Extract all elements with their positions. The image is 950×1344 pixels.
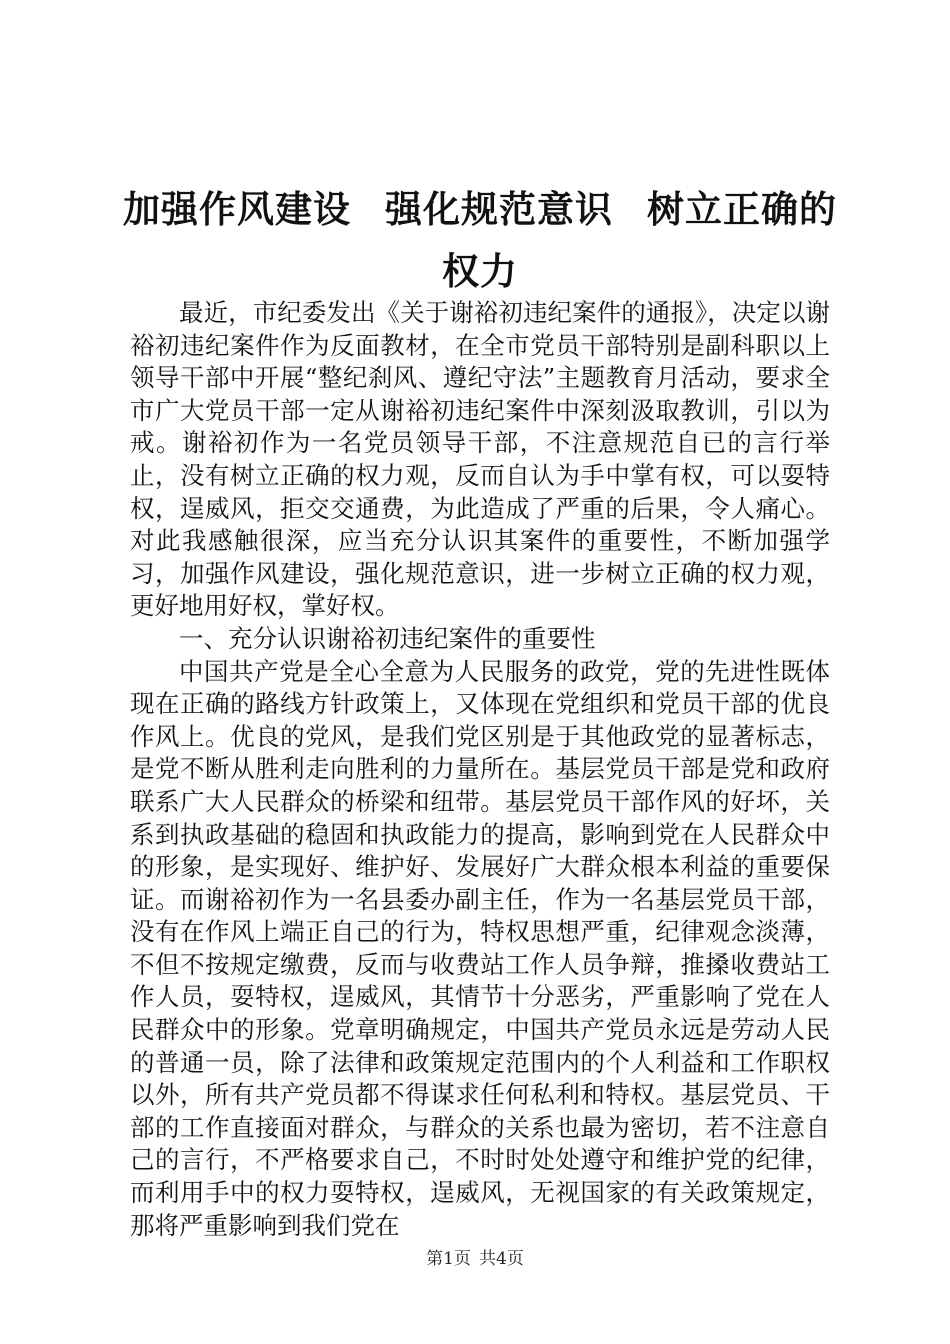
section-heading: 一、充分认识谢裕初违纪案件的重要性: [179, 623, 596, 653]
title-part-1: 加强作风建设: [123, 187, 351, 231]
document-title: [120, 178, 840, 302]
paragraph-intro: 最近，市纪委发出《关于谢裕初违纪案件的通报》，决定以谢裕初违纪案件作为反面教材，在全市党员干部特别是副科职以上领导干部中开展“整纪刹风、遵纪守法”主题教育月活动，要求全市广大党员干部一定从谢裕初违纪案件中深刻汲取教训，引以为戒。谢裕初作为一名党员领导干部，不注意规范自已的言行举止，没有树立正确的权力观，反而自认为手中掌有权，可以耍特权，逞威风，拒交交通费，为此造成了严重的后果，令人痛心。对此我感触很深，应当充分认识其案件的重要性，不断加强学习，加强作风建设，强化规范意识，进一步树立正确的权力观，更好地用好权，掌好权。: [130, 298, 830, 621]
page-total: 共4页: [479, 1249, 524, 1269]
document-body: [130, 297, 830, 1242]
paragraph-body: 中国共产党是全心全意为人民服务的政党，党的先进性既体现在正确的路线方针政策上，又体现在党组织和党员干部的优良作风上。优良的党风，是我们党区别是于其他政党的显著标志，是党不断从胜利走向胜利的力量所在。基层党员干部是党和政府联系广大人民群众的桥梁和纽带。基层党员干部作风的好坏，关系到执政基础的稳固和执政能力的提高，影响到党在人民群众中的形象，是实现好、维护好、发展好广大群众根本利益的重要保证。而谢裕初作为一名县委办副主任，作为一名基层党员干部，没有在作风上端正自己的行为，特权思想严重，纪律观念淡薄，不但不按规定缴费，反而与收费站工作人员争辩，推搡收费站工作人员，耍特权，逞威风，其情节十分恶劣，严重影响了党在人民群众中的形象。党章明确规定，中国共产党员永远是劳动人民的普通一员，除了法律和政策规定范围内的个人利益和工作职权以外，所有共产党员都不得谋求任何私利和特权。基层党员、干部的工作直接面对群众，与群众的关系也最为密切，若不注意自己的言行，不严格要求自己，不时时处处遵守和维护党的纪律，而利用手中的权力耍特权，逞威风，无视国家的有关政策规定，那将严重影响到我们党在: [130, 656, 830, 1240]
title-part-3: 树立正确的权力: [442, 187, 837, 293]
page-number: 第1页: [426, 1249, 471, 1269]
title-part-2: 强化规范意识: [385, 187, 613, 231]
page-footer: [0, 1244, 950, 1269]
